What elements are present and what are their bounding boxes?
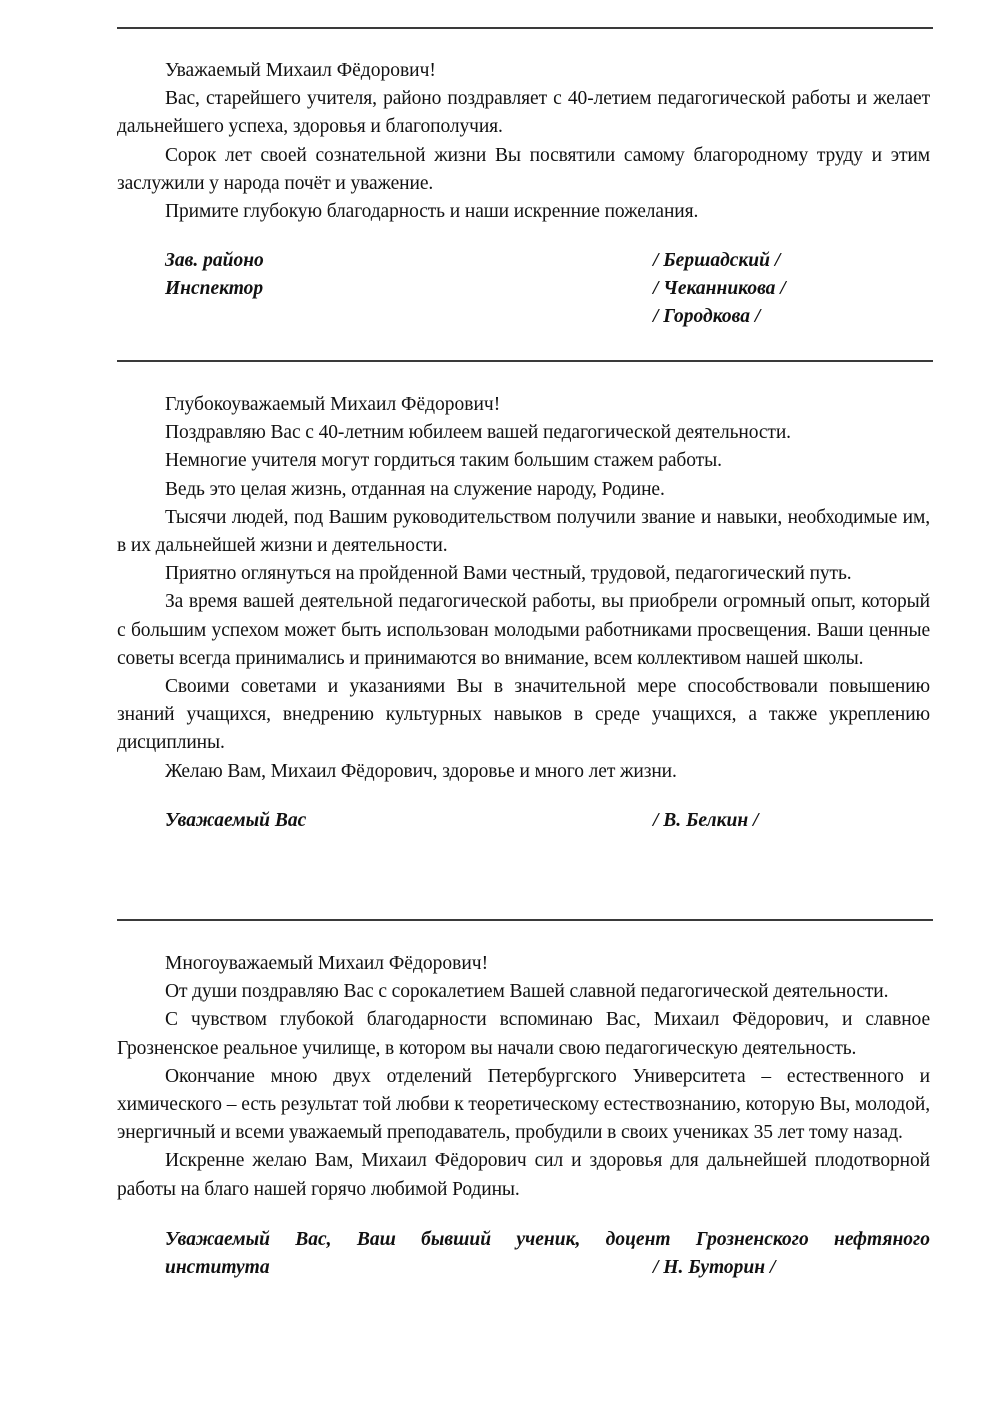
letter-paragraph: Поздравляю Вас с 40-летним юбилеем вашей педагогической деятельности. [165, 422, 791, 444]
letter-paragraph: С чувством глубокой благодарности вспоминаю Вас, Михаил Фёдорович, и славное Грозненское реальное училище, в котором вы начали свою педагогическую деятельность. [117, 1009, 930, 1059]
signature-title: Уважаемый Вас, Ваш бывший ученик, доцент Грозненского нефтяного [165, 1228, 930, 1250]
signature-block [117, 247, 930, 337]
separator-line [117, 360, 933, 362]
signature-name: / Бершадский / [653, 250, 781, 272]
separator-line [117, 919, 933, 921]
letter-paragraph: От души поздравляю Вас с сорокалетием Вашей славной педагогической деятельности. [165, 981, 889, 1003]
letter-paragraph: Искренне желаю Вам, Михаил Фёдорович сил и здоровья для дальнейшей плодотворной работы на благо нашей горячо любимой Родины. [117, 1150, 930, 1200]
letter-greeting: Глубокоуважаемый Михаил Фёдорович! [165, 394, 501, 415]
letter-paragraph: Немногие учителя могут гордиться таким большим стажем работы. [165, 450, 722, 472]
signature-title: Инспектор [165, 278, 264, 300]
signature-name: / Чеканникова / [653, 278, 786, 300]
letter-1 [117, 57, 930, 337]
separator-line [117, 27, 933, 29]
signature-name: / Н. Буторин / [653, 1256, 776, 1278]
letter-paragraph: Своими советами и указаниями Вы в значительной мере способствовали повышению знаний учащихся, внедрению культурных навыков в среде учащихся, а также укреплению дисциплины. [117, 676, 930, 754]
letter-paragraph: Ведь это целая жизнь, отданная на служение народу, Родине. [165, 478, 665, 500]
letter-2 [117, 391, 930, 837]
signature-title: Зав. районо [165, 250, 264, 272]
letter-greeting: Уважаемый Михаил Фёдорович! [165, 60, 436, 81]
signature-block [117, 807, 930, 837]
signature-name: / Городкова / [653, 306, 761, 328]
letter-paragraph: Приятно оглянуться на пройденной Вами честный, трудовой, педагогический путь. [165, 563, 852, 585]
letter-paragraph: Желаю Вам, Михаил Фёдорович, здоровье и много лет жизни. [165, 760, 677, 782]
letter-3 [117, 950, 930, 1286]
letter-paragraph: Тысячи людей, под Вашим руководительством получили звание и навыки, необходимые им, в их дальнейшей жизни и деятельности. [117, 506, 930, 557]
letter-greeting: Многоуважаемый Михаил Фёдорович! [165, 953, 489, 974]
signature-title: Уважаемый Вас [165, 809, 307, 831]
signature-title-continued: института [165, 1256, 270, 1278]
letter-paragraph: Сорок лет своей сознательной жизни Вы посвятили самому благородному труду и этим заслужили у народа почёт и уважение. [117, 144, 930, 194]
signature-block [117, 1226, 930, 1286]
letter-paragraph: Примите глубокую благодарность и наши искренние пожелания. [165, 201, 699, 223]
letter-paragraph: Окончание мною двух отделений Петербургского Университета – естественного и химического – есть результат той любви к теоретическому естествознанию, которую Вы, молодой, энергичный и всеми уважаемый преподаватель, пробудили в своих учениках 35 лет тому назад. [117, 1065, 930, 1144]
letter-paragraph: Вас, старейшего учителя, районо поздравляет с 40-летием педагогической работы и желает дальнейшего успеха, здоровья и благополучия. [117, 88, 930, 138]
signature-name: / В. Белкин / [653, 809, 759, 831]
letter-paragraph: За время вашей деятельной педагогической работы, вы приобрели огромный опыт, который с большим успехом может быть использован молодыми работниками просвещения. Ваши ценные советы всегда принимались и принимаются во внимание, всем коллективом нашей школы. [117, 591, 930, 669]
